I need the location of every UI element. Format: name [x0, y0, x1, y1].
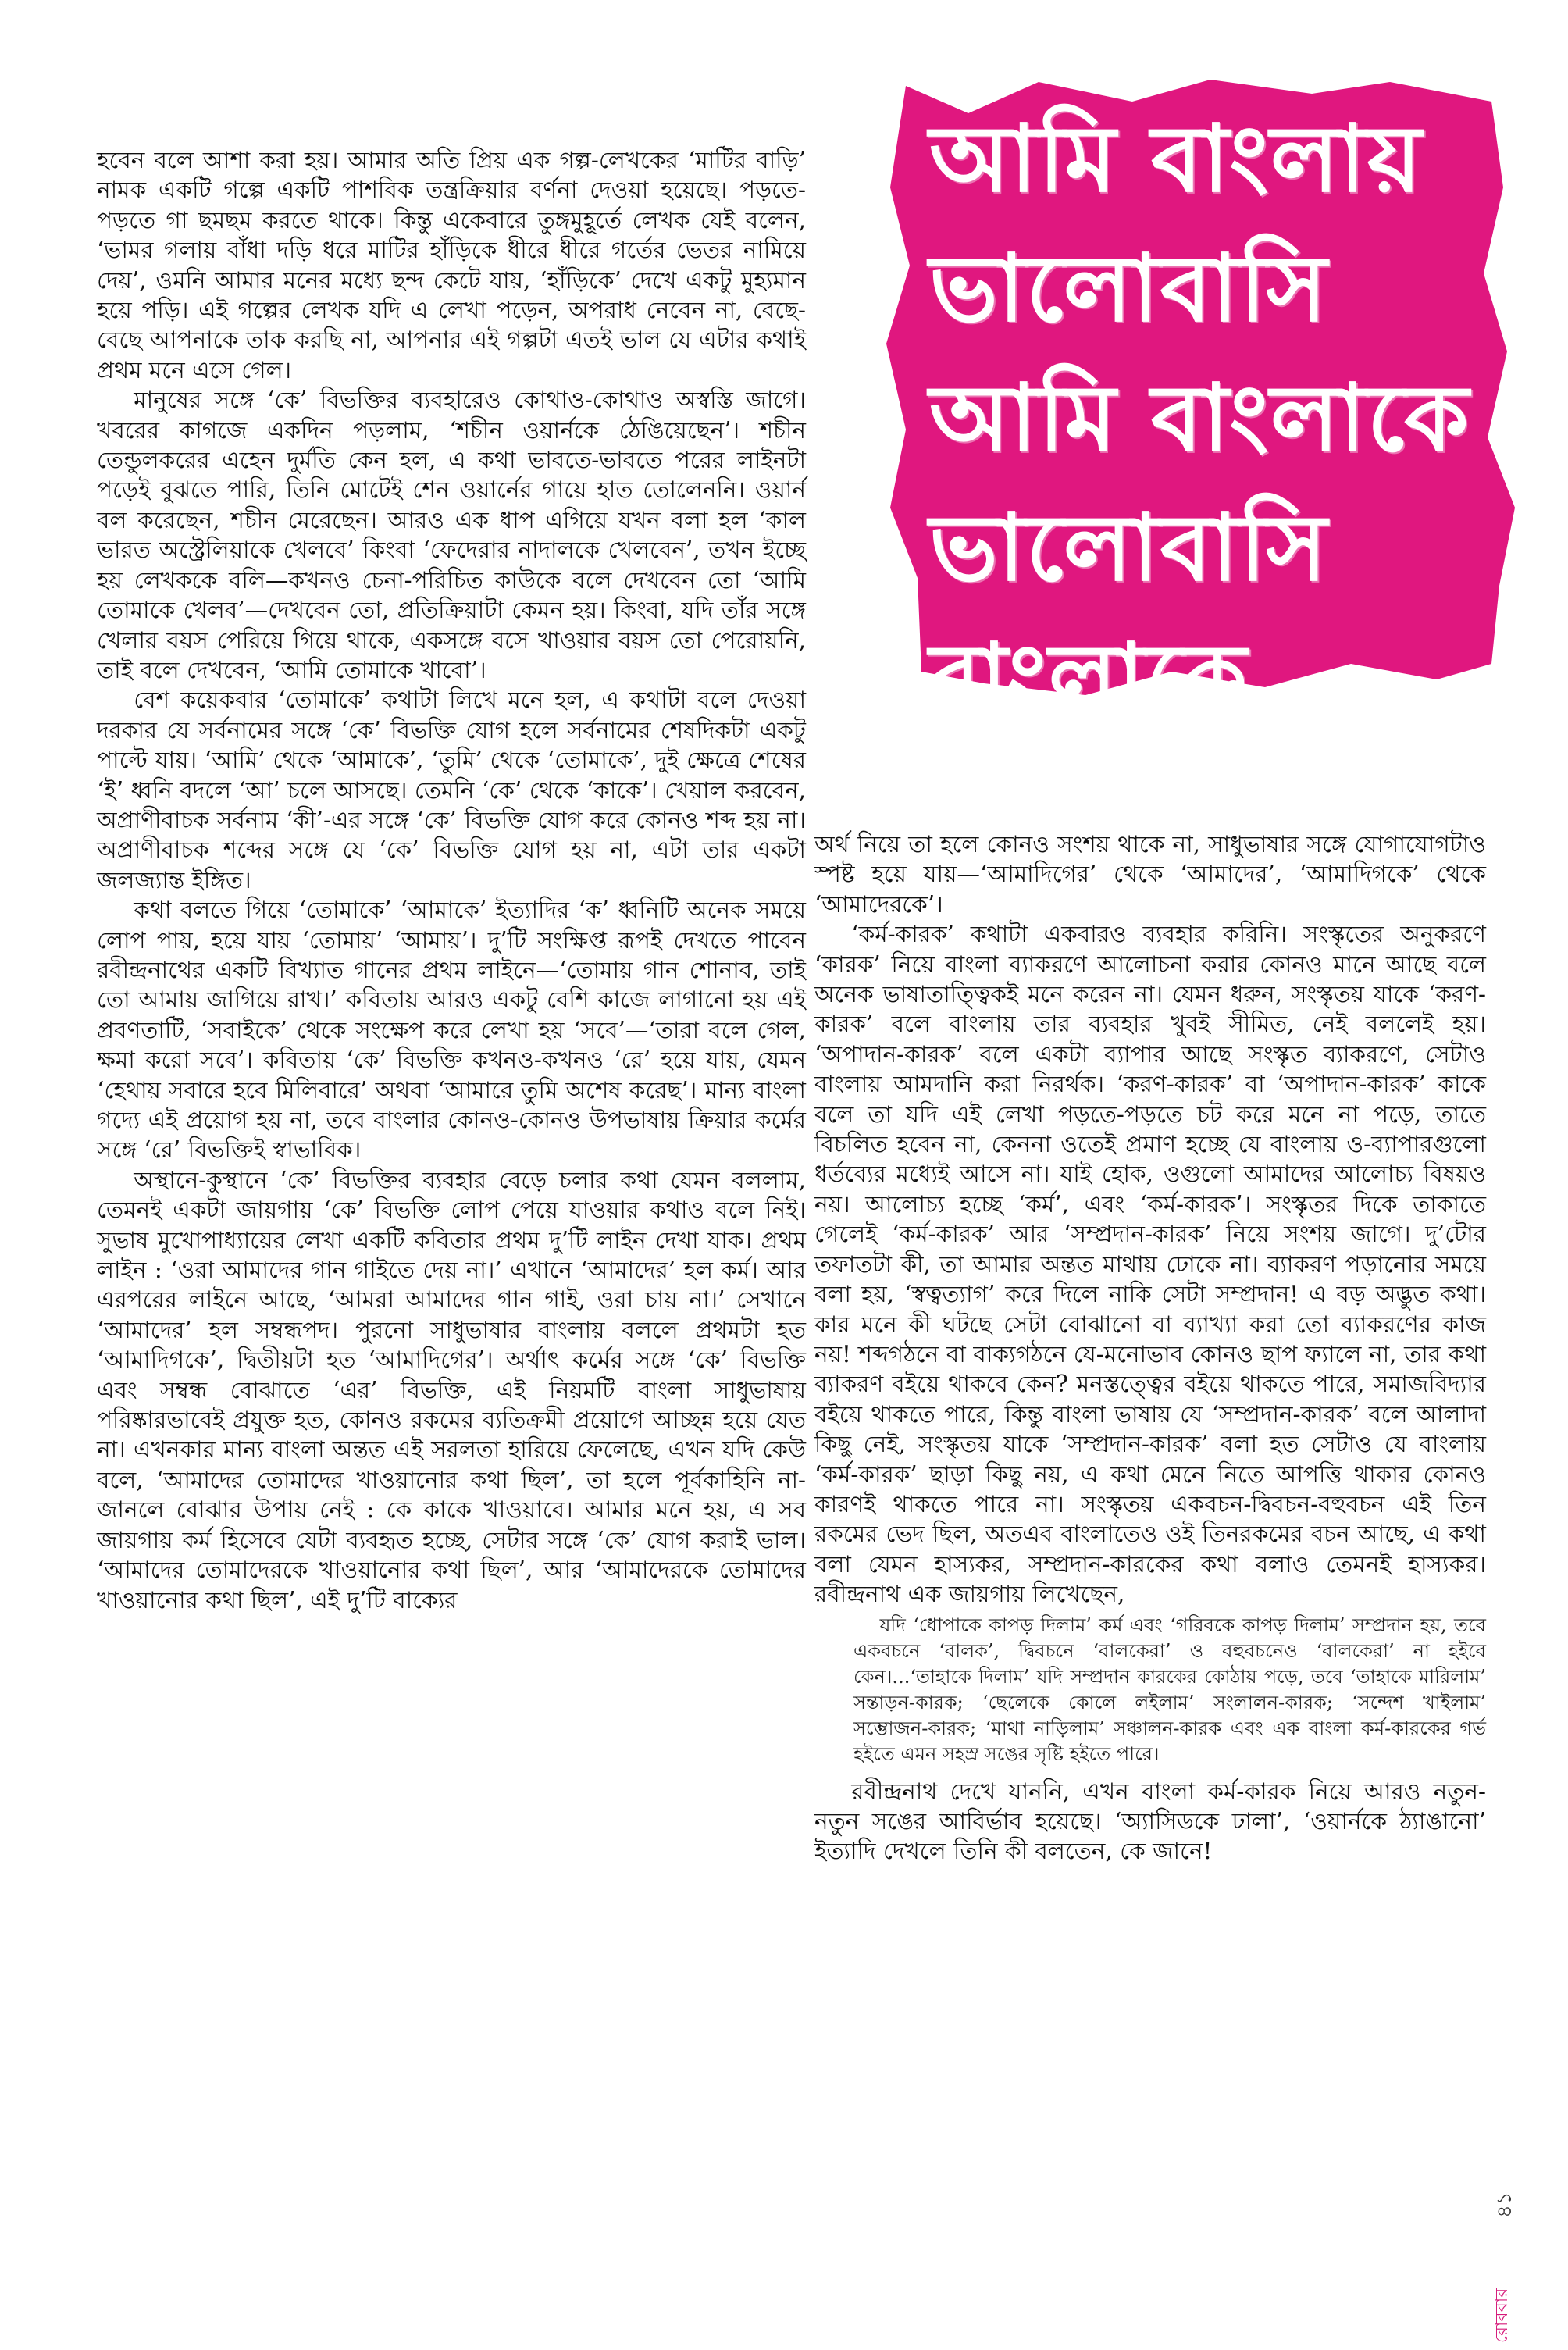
paragraph-5: অস্থানে-কুস্থানে ‘কে’ বিভক্তির ব্যবহার বেড়ে চলার কথা যেমন বললাম, তেমনই একটা জায়গায় ‘কে’ বিভক্তি লোপ পেয়ে যাওয়ার কথাও বলে নিই। সুভাষ মুখোপাধ্যায়ের লেখা একটি কবিতার প্রথম দু’টি লাইন দেখা যাক। প্রথম লাইন : ‘ওরা আমাদের গান গাইতে দেয় না।’ এখানে ‘আমাদের’ হল কর্ম। আর এরপরের লাইনে আছে, ‘আমরা আমাদের গান গাই, ওরা চায় না।’ সেখানে ‘আমাদের’ হল সম্বন্ধপদ। পুরনো সাধুভাষার বাংলায় বললে প্রথমটা হত ‘আমাদিগকে’, দ্বিতীয়টা হত ‘আমাদিগের’। অর্থাৎ কর্মের সঙ্গে ‘কে’ বিভক্তি এবং সম্বন্ধ বোঝাতে ‘এর’ বিভক্তি, এই নিয়মটি বাংলা সাধুভাষায় পরিষ্কারভাবেই প্রযুক্ত হত, কোনও রকমের ব্যতিক্রমী প্রয়োগে আচ্ছন্ন হয়ে যেত না। এখনকার মান্য বাংলা অন্তত এই সরলতা হারিয়ে ফেলেছে, এখন যদি কেউ বলে, ‘আমাদের তোমাদের খাওয়ানোর কথা ছিল’, তা হলে পূর্বকাহিনি না-জানলে বোঝার উপায় নেই : কে কাকে খাওয়াবে। আমার মনে হয়, এ সব জায়গায় কর্ম হিসেবে যেটা ব্যবহৃত হচ্ছে, সেটার সঙ্গে ‘কে’ যোগ করাই ভাল। ‘আমাদের তোমাদেরকে খাওয়ানোর কথা ছিল’, আর ‘আমাদেরকে তোমাদের খাওয়ানোর কথা ছিল’, এই দু’টি বাক্যের [97, 1166, 806, 1614]
quote-text: যদি ‘ধোপাকে কাপড় দিলাম’ কর্ম এবং ‘গরিবকে কাপড় দিলাম’ সম্প্রদান হয়, তবে একবচনে ‘বালক’, দ্বিবচনে ‘বালকেরা’ ও বহুবচনেও ‘বালকেরা’ না হইবে কেন।...‘তাহাকে দিলাম’ যদি সম্প্রদান কারকের কোঠায় পড়ে, তবে ‘তাহাকে মারিলাম’ সন্তাড়ন-কারক; ‘ছেলেকে কোলে লইলাম’ সংলালন-কারক; ‘সন্দেশ খাইলাম’ সম্ভোজন-কারক; ‘মাথা নাড়িলাম’ সঞ্চালন-কারক এবং এক বাংলা কর্ম-কারকের গর্ভ হইতে এমন সহস্র সঙের সৃষ্টি হইতে পারে। [853, 1614, 1486, 1765]
paragraph-3: বেশ কয়েকবার ‘তোমাকে’ কথাটা লিখে মনে হল, এ কথাটা বলে দেওয়া দরকার যে সর্বনামের সঙ্গে ‘কে’ বিভক্তি যোগ হলে সর্বনামের শেষদিকটা একটু পাল্টে যায়। ‘আমি’ থেকে ‘আমাকে’, ‘তুমি’ থেকে ‘তোমাকে’, দুই ক্ষেত্রে শেষের ‘ই’ ধ্বনি বদলে ‘আ’ চলে আসছে। তেমনি ‘কে’ থেকে ‘কাকে’। খেয়াল করবেন, অপ্রাণীবাচক সর্বনাম ‘কী’-এর সঙ্গে ‘কে’ বিভক্তি যোগ করে কোনও শব্দ হয় না। অপ্রাণীবাচক শব্দের সঙ্গে যে ‘কে’ বিভক্তি যোগ হয় না, এটা তার একটা জলজ্যান্ত ইঙ্গিত। [97, 686, 806, 893]
magazine-name: রোববার [1492, 2288, 1512, 2343]
paragraph-1: হবেন বলে আশা করা হয়। আমার অতি প্রিয় এক গল্প-লেখকের ‘মাটির বাড়ি’ নামক একটি গল্পে একটি পাশবিক তন্ত্রক্রিয়ার বর্ণনা দেওয়া হয়েছে। পড়তে-পড়তে গা ছমছম করতে থাকে। কিন্তু একেবারে তুঙ্গমুহূর্তে লেখক যেই বলেন, ‘ভামর গলায় বাঁধা দড়ি ধরে মাটির হাঁড়িকে ধীরে ধীরে গর্তের ভেতর নামিয়ে দেয়’, ওমনি আমার মনের মধ্যে ছন্দ কেটে যায়, ‘হাঁড়িকে’ দেখে একটু মুহ্যমান হয়ে পড়ি। এই গল্পের লেখক যদি এ লেখা পড়েন, অপরাধ নেবেন না, বেছে-বেছে আপনাকে তাক করছি না, আপনার এই গল্পটা এতই ভাল যে এটার কথাই প্রথম মনে এসে গেল। [97, 147, 806, 383]
paragraph-8: রবীন্দ্রনাথ দেখে যাননি, এখন বাংলা কর্ম-কারক নিয়ে আরও নতুন-নতুন সঙের আবির্ভাব হয়েছে। ‘অ্যাসিডকে ঢালা’, ‘ওয়ার্নকে ঠ্যাঙানো’ ইত্যাদি দেখলে তিনি কী বলতেন, কে জানে! [814, 1778, 1486, 1865]
article-left-column [97, 145, 806, 1615]
headline-lines [929, 94, 1491, 742]
headline-line-2: ভালোবাসি [929, 234, 1329, 342]
paragraph-7: ‘কর্ম-কারক’ কথাটা একবারও ব্যবহার করিনি। সংস্কৃতের অনুকরণে ‘কারক’ নিয়ে বাংলা ব্যাকরণে আলোচনা করার কোনও মানে আছে বলে অনেক ভাষাতাত্ত্বিকই মনে করেন না। যেমন ধরুন, সংস্কৃতয় যাকে ‘করণ-কারক’ বলে বাংলায় তার ব্যবহার খুবই সীমিত, নেই বললেই হয়। ‘অপাদান-কারক’ বলে একটা ব্যাপার আছে সংস্কৃত ব্যাকরণে, সেটাও বাংলায় আমদানি করা নিরর্থক। ‘করণ-কারক’ বা ‘অপাদান-কারক’ কাকে বলে তা যদি এই লেখা পড়তে-পড়তে চট করে মনে না পড়ে, তাতে বিচলিত হবেন না, কেননা ওতেই প্রমাণ হচ্ছে যে বাংলায় ও-ব্যাপারগুলো ধর্তব্যের মধ্যেই আসে না। যাই হোক, ওগুলো আমাদের আলোচ্য বিষয়ও নয়। আলোচ্য হচ্ছে ‘কর্ম’, এবং ‘কর্ম-কারক’। সংস্কৃতর দিকে তাকাতে গেলেই ‘কর্ম-কারক’ আর ‘সম্প্রদান-কারক’ নিয়ে সংশয় জাগে। দু’টোর তফাতটা কী, তা আমার অন্তত মাথায় ঢোকে না। ব্যাকরণ পড়ানোর সময়ে বলা হয়, ‘স্বত্বত্যাগ’ করে দিলে নাকি সেটা সম্প্রদান! এ বড় অদ্ভুত কথা। কার মনে কী ঘটছে সেটা বোঝানো বা ব্যাখ্যা করা তো ব্যাকরণের কাজ নয়! শব্দগঠনে বা বাক্যগঠনে যে-মনোভাব কোনও ছাপ ফ্যালে না, তার কথা ব্যাকরণ বইয়ে থাকবে কেন? মনস্তত্ত্বের বইয়ে থাকতে পারে, সমাজবিদ্যার বইয়ে থাকতে পারে, কিন্তু বাংলা ভাষায় যে ‘সম্প্রদান-কারক’ বলে আলাদা কিছু নেই, সংস্কৃতয় যাকে ‘সম্প্রদান-কারক’ বলা হত সেটাও যে বাংলায় ‘কর্ম-কারক’ ছাড়া কিছু নয়, এ কথা মেনে নিতে আপত্তি থাকার কোনও কারণই থাকতে পারে না। সংস্কৃতয় একবচন-দ্বিবচন-বহুবচন এই তিন রকমের ভেদ ছিল, অতএব বাংলাতেও ওই তিনরকমের বচন আছে, এ কথা বলা যেমন হাস্যকর, সম্প্রদান-কারকের কথা বলাও তেমনই হাস্যকর। রবীন্দ্রনাথ এক জায়গায় লিখেছেন, [814, 921, 1486, 1608]
headline-banner [875, 70, 1531, 742]
headline-line-1: আমি বাংলায় [929, 105, 1424, 212]
paragraph-4: কথা বলতে গিয়ে ‘তোমাকে’ ‘আমাকে’ ইত্যাদির ‘ক’ ধ্বনিটি অনেক সময়ে লোপ পায়, হয়ে যায় ‘তোমায়’ ‘আমায়’। দু’টি সংক্ষিপ্ত রূপই দেখতে পাবেন রবীন্দ্রনাথের একটি বিখ্যাত গানের প্রথম লাইনে—‘তোমায় গান শোনাব, তাই তো আমায় জাগিয়ে রাখ।’ কবিতায় আরও একটু বেশি কাজে লাগানো হয় এই প্রবণতাটি, ‘সবাইকে’ থেকে সংক্ষেপ করে লেখা হয় ‘সবে’—‘তারা বলে গেল, ক্ষমা করো সবে’। কবিতায় ‘কে’ বিভক্তি কখনও-কখনও ‘রে’ হয়ে যায়, যেমন ‘হেথায় সবারে হবে মিলিবারে’ অথবা ‘আমারে তুমি অশেষ করেছ’। মান্য বাংলা গদ্যে এই প্রয়োগ হয় না, তবে বাংলার কোনও-কোনও উপভাষায় ক্রিয়ার কর্মের সঙ্গে ‘রে’ বিভক্তিই স্বাভাবিক। [97, 897, 806, 1164]
headline-line-3: আমি বাংলাকে [929, 364, 1470, 472]
headline-line-4: ভালোবাসি [929, 494, 1329, 601]
page-number: ৪১ [1493, 2191, 1516, 2218]
article-right-column [814, 829, 1486, 1867]
paragraph-6: অর্থ নিয়ে তা হলে কোনও সংশয় থাকে না, সাধুভাষার সঙ্গে যোগাযোগটাও স্পষ্ট হয়ে যায়—‘আমাদিগের’ থেকে ‘আমাদের’, ‘আমাদিগকে’ থেকে ‘আমাদেরকে’। [814, 831, 1486, 918]
headline-line-5: বাংলাকে [929, 623, 1249, 731]
paragraph-2: মানুষের সঙ্গে ‘কে’ বিভক্তির ব্যবহারেও কোথাও-কোথাও অস্বস্তি জাগে। খবরের কাগজে একদিন পড়লাম, ‘শচীন ওয়ার্নকে ঠেঙিয়েছেন’। শচীন তেন্ডুলকরের এহেন দুর্মতি কেন হল, এ কথা ভাবতে-ভাবতে পরের লাইনটা পড়েই বুঝতে পারি, তিনি মোটেই শেন ওয়ার্নের গায়ে হাত তোলেননি। ওয়ার্ন বল করেছেন, শচীন মেরেছেন। আরও এক ধাপ এগিয়ে যখন বলা হল ‘কাল ভারত অস্ট্রেলিয়াকে খেলবে’ কিংবা ‘ফেদেরার নাদালকে খেলবেন’, তখন ইচ্ছে হয় লেখককে বলি—কখনও চেনা-পরিচিত কাউকে বলে দেখবেন তো ‘আমি তোমাকে খেলব’—দেখবেন তো, প্রতিক্রিয়াটা কেমন হয়। কিংবা, যদি তাঁর সঙ্গে খেলার বয়স পেরিয়ে গিয়ে থাকে, একসঙ্গে বসে খাওয়ার বয়স তো পেরোয়নি, তাই বলে দেখবেন, ‘আমি তোমাকে খাবো’। [97, 387, 806, 683]
block-quote [814, 1613, 1486, 1767]
